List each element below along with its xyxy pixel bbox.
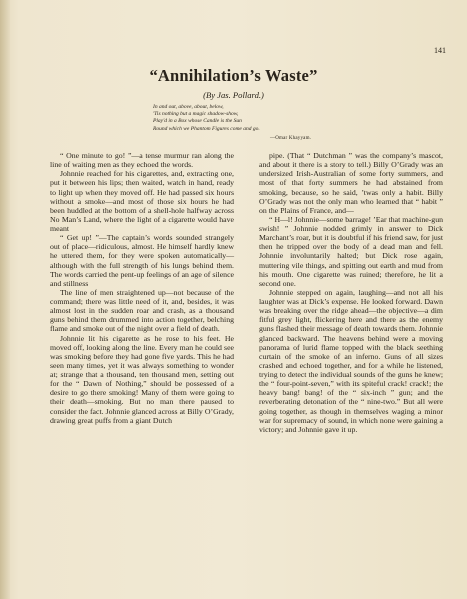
paragraph: “ H—l! Johnnie—some barrage! ’Ear that machine-gun swish! ” Johnnie nodded grimly in answer to Dick Marchant’s roar, but it is doubtful if his friend saw, for just then he tripped over the body of a dead man and fell. Johnnie involuntarily halted; but Dick rose again, muttering vile things, and spitting out earth and mud from his mouth. One cigarette was ruined; therefore, he lit a second one. [259, 214, 443, 288]
paragraph: Johnnie reached for his cigarettes, and, extracting one, put it between his lips; then waited, watch in hand, ready to light up when they moved off. He had passed six hours without a smoke—and most of those six hours he had been huddled at the bottom of a shell-hole halfway across No Man’s Land, where the light of a cigarette would have meant [50, 169, 234, 233]
paragraph: Johnnie lit his cigarette as he rose to his feet. He moved off, looking along the line. Every man he could see was smoking before they had gone five yards. This he had seen many times, yet it was always something to wonder at; strange that a thousand, ten thousand men, setting out for the “ Dawn of Nothing,” should be possessed of a desire to go there smoking! Many of them were going to their death—smoking. But no man there paused to consider the fact. Johnnie glanced across at Billy O’Grady, drawing great puffs from a giant Dutch [50, 333, 234, 425]
epigraph-line: 'Tis nothing but a magic shadow-show, [153, 111, 239, 118]
epigraph [153, 104, 333, 133]
paragraph: The line of men straightened up—not because of the command; there was little need of it, and, besides, it was almost lost in the sudden roar and crash, as a thousand guns behind them drummed into action together, belching flame and smoke out of the night over a field of death. [50, 287, 234, 334]
story-title: “Annihilation’s Waste” [149, 66, 318, 85]
paragraph: “ Get up! ”—The captain’s words sounded strangely out of place—ridiculous, almost. He himself hardly knew he uttered them, for they were spoken automatically—although with the full strength of his lungs behind them. The words carried the pent-up feelings of an age of silence and stillness [50, 233, 234, 288]
epigraph-line: Play'd in a Box whose Candle is the Sun [153, 118, 242, 125]
epigraph-line: Round which we Phantom Figures come and go. [153, 125, 260, 132]
left-column [50, 151, 234, 425]
epigraph-line: In and out, above, about, below, [153, 104, 224, 110]
paragraph: “ One minute to go! ”—a tense murmur ran along the line of waiting men as they echoed the words. [50, 151, 234, 170]
epigraph-attribution: —Omar Khayyam. [270, 136, 312, 141]
story-byline: (By Jas. Pollard.) [203, 90, 264, 100]
paragraph: pipe. (That “ Dutchman ” was the company’s mascot, and about it there is a story to tell.) Billy O’Grady was an undersized Irish-Australian of some forty summers, and most of that forty summers he had abstained from smoking, because, so he said, ’twas only a habit. Billy O’Grady was not the only man who learned that “ habit ” on the Plains of France, and— [259, 151, 443, 215]
page-number: 141 [434, 46, 446, 55]
right-column [259, 151, 443, 434]
paragraph: Johnnie stepped on again, laughing—and not all his laughter was at Dick’s expense. He looked forward. Dawn was breaking over the ridge ahead—the objective—a dim fitful grey light, flickering here and there as the enemy guns flashed their message of death towards them. Johnnie glanced backward. The heavens behind were a moving panorama of lurid flame topped with the black seething curtain of the smoke of an inferno. Guns of all sizes crashed and echoed together, and for a while he listened, trying to detect the individual sounds of the guns he knew; the “ four-point-seven,” with its spiteful crack! crack!; the heavy bang! bang! of the “ six-inch ” gun; and the reverberating detonation of the “ nine-two.” But all were going together, as though in themselves waging a minor war for supremacy of sound, in which none were gaining a victory; and Johnnie gave it up. [259, 287, 443, 434]
